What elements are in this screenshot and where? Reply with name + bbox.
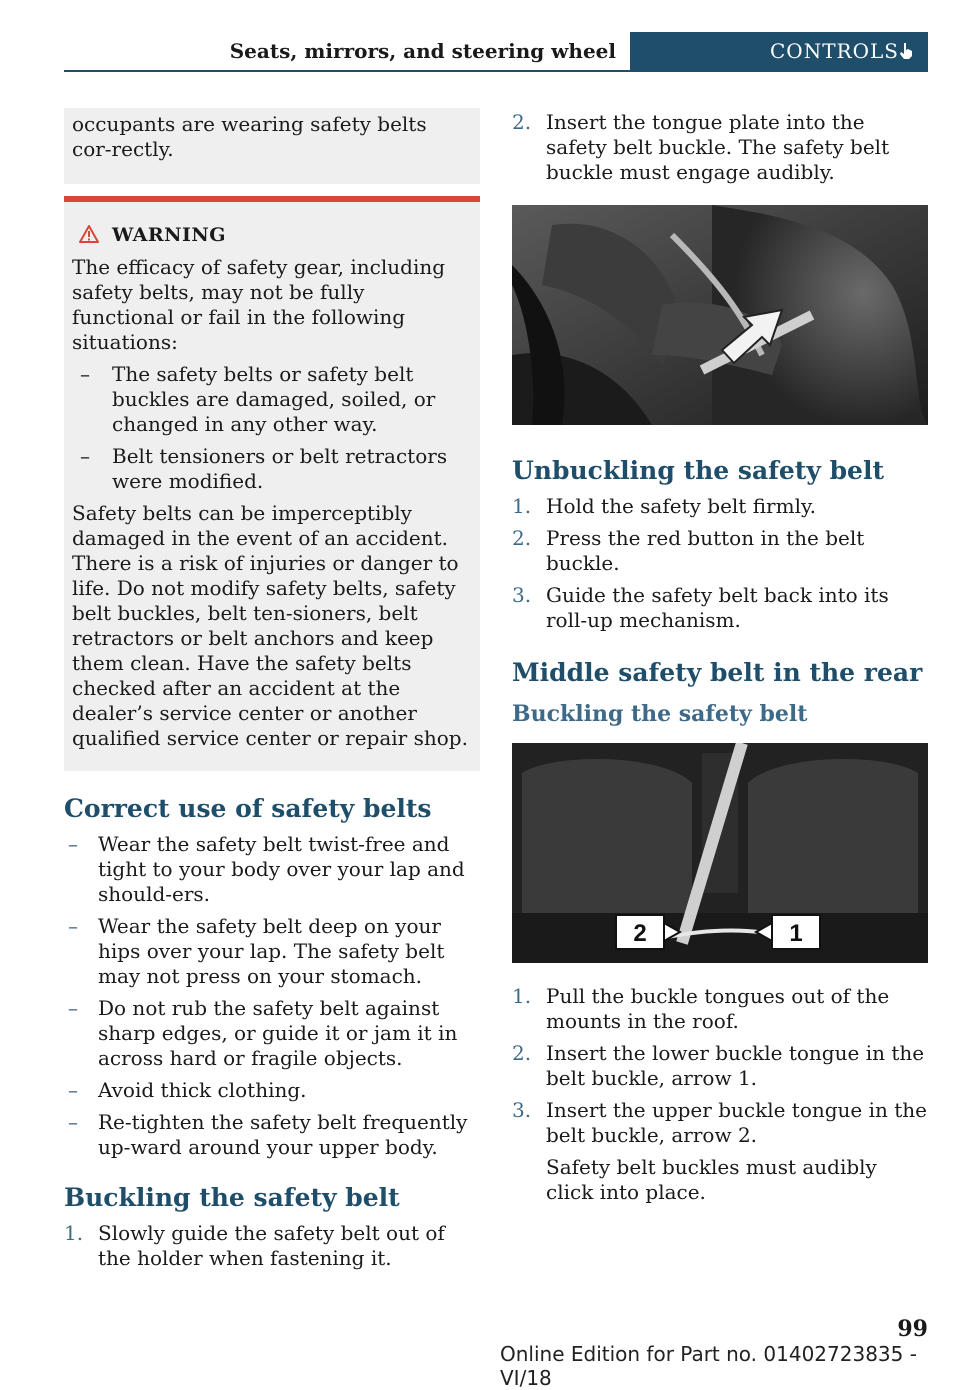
arrow-label-1: 1	[789, 920, 803, 947]
photo-front-seat-buckle	[512, 205, 928, 425]
list-item: – Avoid thick clothing.	[68, 1078, 307, 1102]
intro-text: occupants are wearing safety belts cor‐rectly.	[72, 112, 427, 161]
subheading-buckling: Buckling the safety belt	[512, 701, 808, 727]
step-item: 2. Insert the lower buckle tongue in the belt buckle, arrow 1.	[512, 1041, 925, 1090]
heading-buckling: Buckling the safety belt	[64, 1183, 400, 1212]
warning-triangle-icon	[78, 224, 100, 244]
chapter-label: CONTROLS	[770, 39, 899, 63]
page-header	[64, 32, 928, 72]
warning-box	[64, 202, 480, 771]
warning-text-1: The efficacy of safety gear, including safety belts, may not be fully functional or fail in the following situations:	[72, 255, 446, 354]
heading-middle-belt: Middle safety belt in the rear	[512, 658, 923, 687]
hand-pointer-icon	[898, 42, 914, 60]
step-note: Safety belt buckles must audibly click into place.	[546, 1155, 877, 1204]
list-item: – Wear the safety belt twist-free and tight to your body over your lap and should‐ers.	[68, 832, 465, 906]
warning-text-2: Safety belts can be imperceptibly damaged in the event of an accident. There is a risk of injuries or danger to life. Do not modify safety belts, safety belt buckles, belt ten‐sioners, belt retractors or belt anchors and keep them clean. Have the safety belts checked after an accident at the dealer’s service center or another qualified service center or repair shop.	[72, 501, 468, 750]
list-item: – Belt tensioners or belt retractors were modified.	[80, 444, 448, 493]
heading-correct-use: Correct use of safety belts	[64, 794, 432, 823]
step-item: 3. Insert the upper buckle tongue in the belt buckle, arrow 2.	[512, 1098, 928, 1147]
step-item: 1. Slowly guide the safety belt out of the holder when fastening it.	[64, 1221, 445, 1270]
step-item: 2. Press the red button in the belt buckle.	[512, 526, 865, 575]
step-item: 1. Hold the safety belt firmly.	[512, 494, 816, 518]
section-title: Seats, mirrors, and steering wheel	[64, 32, 630, 72]
step-item: 3. Guide the safety belt back into its roll‐up mechanism.	[512, 583, 889, 632]
list-item: – Do not rub the safety belt against sharp edges, or guide it or jam it in across hard or fragile objects.	[68, 996, 458, 1070]
note-box	[64, 108, 480, 184]
step-item: 1. Pull the buckle tongues out of the mounts in the roof.	[512, 984, 890, 1033]
heading-unbuckling: Unbuckling the safety belt	[512, 456, 885, 485]
step-item: 2. Insert the tongue plate into the safety belt buckle. The safety belt buckle must engage audibly.	[512, 110, 890, 184]
list-item: – Wear the safety belt deep on your hips over your lap. The safety belt may not press on your stomach.	[68, 914, 445, 988]
chapter-tab	[630, 32, 928, 72]
warning-title: WARNING	[72, 222, 472, 248]
front-seat-illustration	[512, 205, 928, 425]
rear-seat-illustration	[512, 743, 928, 963]
arrow-label-2: 2	[633, 920, 647, 947]
edition-text: Online Edition for Part no. 01402723835 - VI/18	[500, 1342, 917, 1390]
right-column	[512, 108, 928, 1205]
list-item: – The safety belts or safety belt buckles are damaged, soiled, or changed in any other way.	[80, 362, 436, 436]
photo-rear-seat-middle-belt	[512, 743, 928, 963]
left-column	[64, 108, 480, 1271]
list-item: – Re-tighten the safety belt frequently up‐ward around your upper body.	[68, 1110, 468, 1159]
page-number: 99	[897, 1316, 928, 1342]
